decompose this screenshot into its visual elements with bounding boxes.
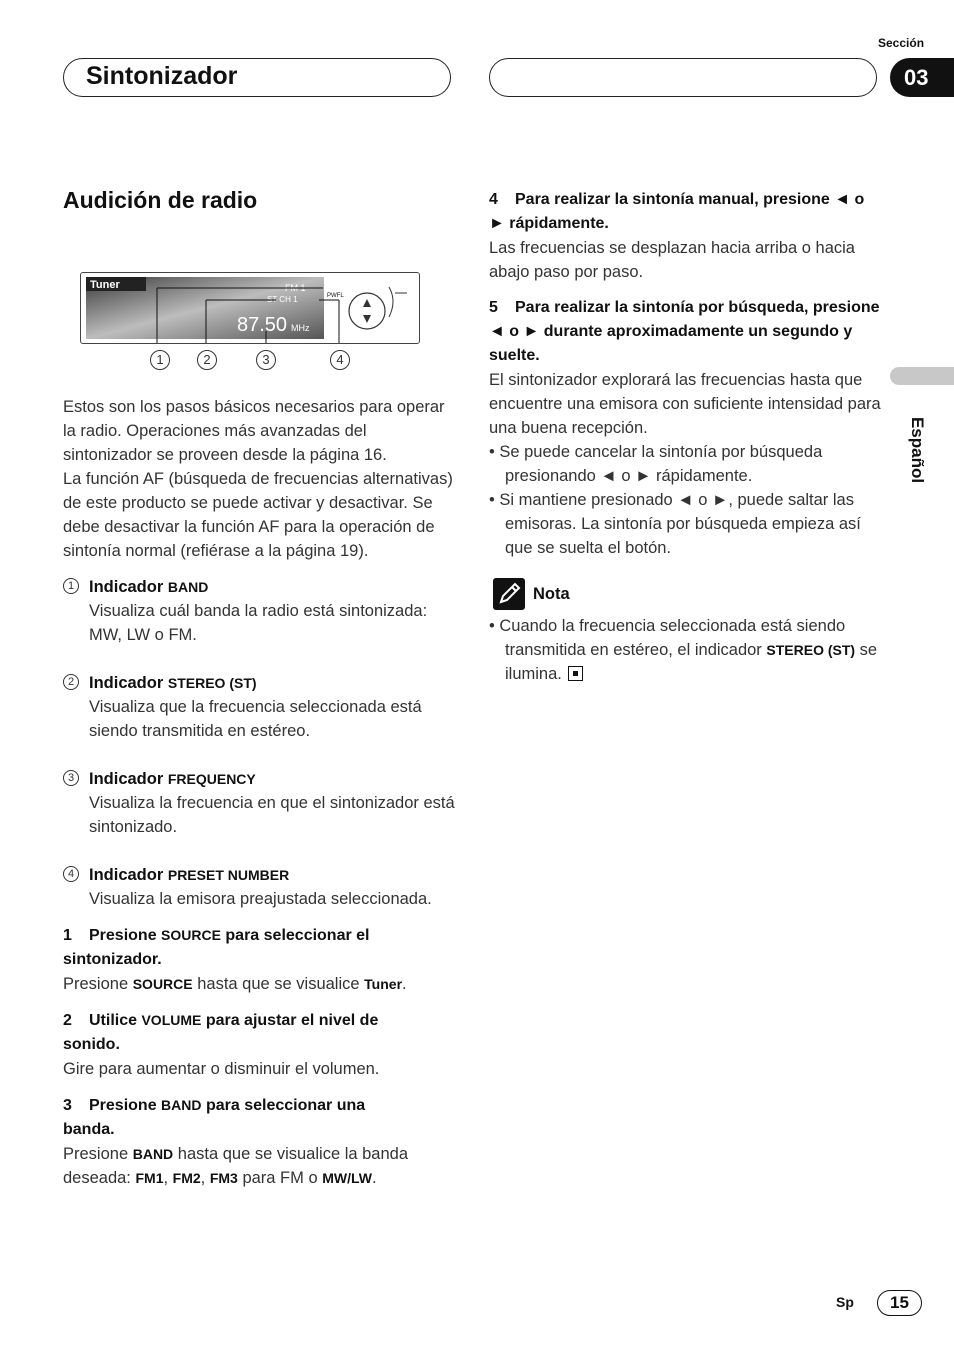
step-body: hasta que se visualice la banda deseada: [63,1145,409,1187]
display-band: FM 1 [285,283,306,293]
footer-page-number: 15 [877,1290,922,1316]
step-body: hasta que se visualice [197,975,360,993]
step-body-key: BAND [132,1146,174,1162]
header-empty-frame [489,58,877,97]
step-body: Presione [63,975,129,993]
right-column [489,188,881,686]
left-column [63,395,455,1190]
indicator-item [63,671,455,743]
intro-paragraph-2: La función AF (búsqueda de frecuencias alternativas) de este producto se puede activar y desactivar. Se debe desactivar la función AF para la operación de sintonía normal (refiérase a la página 19). [63,470,453,560]
indicator-title: Indicador [89,770,164,788]
step-bullet: • Si mantiene presionado ◄ o ►, puede saltar las emisoras. La sintonía por búsqueda empieza así que se suelta el botón. [489,491,861,557]
language-tab-label: Español [908,416,927,484]
step-body-key: MW/LW [322,1170,372,1186]
language-tab-bar [890,367,954,385]
step-body: . [402,975,407,993]
step-text: Presione [89,927,157,944]
indicator-name: PRESET NUMBER [167,867,290,883]
step-2 [63,1008,455,1081]
display-dial-icon [349,293,385,329]
step-text: para seleccionar una [205,1097,366,1114]
note-pencil-icon [493,578,525,610]
display-source-label: Tuner [90,279,120,291]
step-key: SOURCE [161,927,221,943]
step-3: 3 Presione BAND para seleccionar una banda. Presione BAND hasta que se visualice la banda deseada: FM1, FM2, FM3 para FM o MW/LW. [63,1093,455,1190]
step-text: para ajustar el nivel de [205,1012,379,1029]
step-number: 5 [489,299,498,316]
step-body: El sintonizador explorará las frecuencias hasta que encuentre una emisora con suficiente intensidad para una buena recepción. [489,371,881,437]
step-body: para FM o [242,1169,318,1187]
step-body: Presione [63,1145,129,1163]
step-text: para seleccionar el [225,927,370,944]
indicator-title: Indicador [89,866,164,884]
note-text [489,614,881,686]
step-key: BAND [161,1097,202,1113]
note-header [489,578,881,614]
intro-paragraph-1: Estos son los pasos básicos necesarios para operar la radio. Operaciones más avanzadas del sintonizador se proveen desde la página 16. [63,398,445,464]
indicator-item [63,575,455,647]
step-key: VOLUME [141,1012,202,1028]
step-5 [489,296,881,560]
display-unit: MHz [291,323,310,333]
step-text-line2: banda. [63,1121,115,1138]
end-mark-icon [568,666,583,681]
note-label: Nota [533,585,570,603]
step-text: Presione [89,1097,157,1114]
section-label: Sección [878,36,925,50]
indicator-number: 2 [63,674,79,690]
note-text-end: se ilumina. [505,641,878,683]
step-text: Para realizar la sintonía manual, presione ◄ o ► rápidamente. [489,191,865,232]
indicator-body: Visualiza cuál banda la radio está sintonizada: MW, LW o FM. [89,602,428,644]
indicator-body: Visualiza la frecuencia en que el sintonizador está sintonizado. [89,794,455,836]
step-number: 2 [63,1012,72,1029]
display-dial-arrows-icon [363,299,371,323]
step-body-key: FM3 [209,1170,238,1186]
step-number: 3 [63,1097,72,1114]
indicator-title: Indicador [89,578,164,596]
indicator-title: Indicador [89,674,164,692]
step-body: Gire para aumentar o disminuir el volumen. [63,1060,380,1078]
step-text: Para realizar la sintonía por búsqueda, presione ◄ o ► durante aproximadamente un segundo y suelte. [489,299,880,364]
indicator-item [63,767,455,839]
tuner-display-graphic [81,273,419,343]
indicator-number: 4 [63,866,79,882]
display-st-ch: ST CH 1 [267,295,298,304]
step-1 [63,923,455,996]
note-text-main: • Cuando la frecuencia seleccionada está siendo transmitida en estéreo, el indicador [489,617,846,659]
indicator-number: 1 [63,578,79,594]
display-ornament-icon [389,287,407,317]
step-bullet: • Se puede cancelar la sintonía por búsqueda presionando ◄ o ► rápidamente. [489,443,823,485]
indicator-name: FREQUENCY [167,771,256,787]
step-text-line2: sonido. [63,1036,120,1053]
step-text: Utilice [89,1012,138,1029]
callout-3: 3 [256,350,276,370]
section-number-tab: 03 [890,58,954,97]
indicator-body: Visualiza la emisora preajustada seleccionada. [89,890,432,908]
indicator-name: STEREO (ST) [167,675,257,691]
step-body-key: Tuner [364,976,403,992]
footer-language: Sp [836,1294,854,1310]
step-number: 4 [489,191,498,208]
step-4 [489,188,881,284]
display-pwfl: PWFL [327,293,344,299]
indicator-body: Visualiza que la frecuencia seleccionada está siendo transmitida en estéreo. [89,698,422,740]
header-title-frame [63,58,451,97]
step-body-key: FM1 [135,1170,164,1186]
step-body-key: SOURCE [132,976,193,992]
callout-1: 1 [150,350,170,370]
callout-2: 2 [197,350,217,370]
indicator-number: 3 [63,770,79,786]
note-key: STEREO (ST) [766,642,856,658]
step-number: 1 [63,927,72,944]
callout-4: 4 [330,350,350,370]
step-text-line2: sintonizador. [63,951,162,968]
indicator-name: BAND [167,579,209,595]
step-body: Las frecuencias se desplazan hacia arriba o hacia abajo paso por paso. [489,239,855,281]
section-title: Audición de radio [63,187,258,213]
step-body: . [372,1169,377,1187]
step-body-key: FM2 [172,1170,201,1186]
display-frequency: 87.50 [237,314,288,336]
indicator-item [63,863,455,911]
header-title: Sintonizador [86,62,238,90]
tuner-display-illustration [80,272,420,344]
